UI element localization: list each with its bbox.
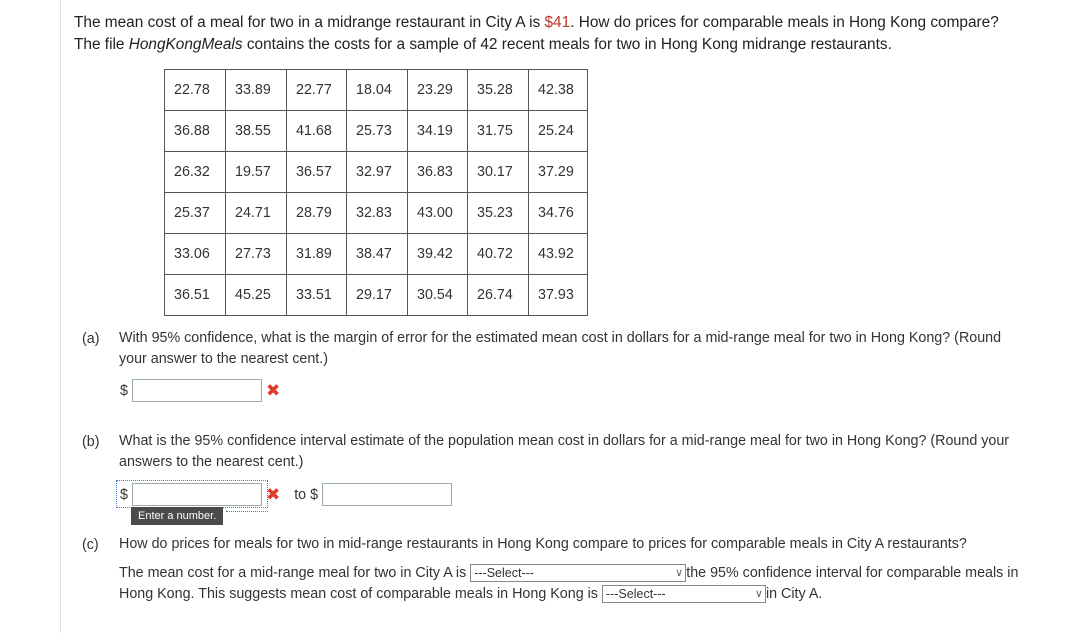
table-cell: 30.54 [408, 275, 468, 316]
table-cell: 40.72 [468, 234, 529, 275]
table-cell: 25.37 [165, 193, 226, 234]
table-cell: 28.79 [287, 193, 347, 234]
dollar-sign-lower: $ [120, 486, 128, 503]
table-cell: 18.04 [347, 70, 408, 111]
table-cell: 23.29 [408, 70, 468, 111]
table-cell: 36.51 [165, 275, 226, 316]
table-cell: 37.29 [529, 152, 588, 193]
table-cell: 45.25 [226, 275, 287, 316]
table-row [165, 152, 588, 193]
table-cell: 24.71 [226, 193, 287, 234]
table-row [165, 234, 588, 275]
table-cell: 30.17 [468, 152, 529, 193]
city-a-mean-cost: $41 [544, 14, 571, 31]
part-c-label: (c) [82, 537, 99, 553]
table-cell: 25.24 [529, 111, 588, 152]
table-cell: 42.38 [529, 70, 588, 111]
table-cell: 36.57 [287, 152, 347, 193]
chevron-down-icon: ∨ [754, 587, 763, 600]
part-b-label: (b) [82, 434, 100, 450]
table-cell: 26.32 [165, 152, 226, 193]
tooltip-connector [226, 511, 268, 512]
table-cell: 34.19 [408, 111, 468, 152]
table-cell: 43.00 [408, 193, 468, 234]
intro-text: The mean cost of a meal for two in a midrange restaurant in City A is [74, 14, 545, 31]
select-2-value: ---Select--- [605, 586, 666, 601]
part-c-s2-text: Hong Kong. This suggests mean cost of comparable meals in Hong Kong is [119, 586, 598, 602]
intro-text-2-end: contains the costs for a sample of 42 recent meals for two in Hong Kong midrange restaurants. [242, 36, 892, 53]
part-c-sentence-2 [119, 584, 1069, 605]
table-cell: 43.92 [529, 234, 588, 275]
table-cell: 36.88 [165, 111, 226, 152]
intro-line-2 [74, 34, 1074, 56]
intro-text-2: The file [74, 36, 129, 53]
problem-intro [74, 12, 1074, 56]
table-cell: 32.83 [347, 193, 408, 234]
table-row [165, 275, 588, 316]
table-cell: 37.93 [529, 275, 588, 316]
part-a-question [119, 328, 1069, 370]
table-row [165, 111, 588, 152]
comparison-select-1[interactable] [470, 564, 686, 582]
table-cell: 35.23 [468, 193, 529, 234]
part-a-text-1: With 95% confidence, what is the margin of error for the estimated mean cost in dollars for a mid-range meal for two in Hong Kong? (Round [119, 330, 1002, 346]
table-cell: 41.68 [287, 111, 347, 152]
part-c-s1-text: The mean cost for a mid-range meal for two in City A is [119, 565, 467, 581]
to-dollar-label: to $ [294, 486, 319, 503]
table-cell: 35.28 [468, 70, 529, 111]
table-cell: 22.77 [287, 70, 347, 111]
part-c-s2-end: in City A. [765, 586, 823, 602]
part-c-sentence-1 [119, 563, 1069, 584]
table-cell: 26.74 [468, 275, 529, 316]
table-row [165, 193, 588, 234]
chevron-down-icon: ∨ [675, 566, 684, 579]
table-cell: 32.97 [347, 152, 408, 193]
part-a-text-2: your answer to the nearest cent.) [119, 351, 329, 367]
table-cell: 27.73 [226, 234, 287, 275]
part-b-text-1: What is the 95% confidence interval estimate of the population mean cost in dollars for a mid-range meal for two in Hong Kong? (Round your [119, 433, 1010, 449]
table-cell: 19.57 [226, 152, 287, 193]
table-cell: 25.73 [347, 111, 408, 152]
table-cell: 38.47 [347, 234, 408, 275]
table-cell: 31.75 [468, 111, 529, 152]
comparison-select-2[interactable] [602, 585, 766, 603]
meal-costs-table [164, 69, 588, 316]
ci-lower-input[interactable] [132, 483, 262, 506]
part-b-answer-row [120, 483, 452, 506]
enter-number-tooltip: Enter a number. [131, 507, 223, 525]
table-cell: 22.78 [165, 70, 226, 111]
part-b-question [119, 431, 1069, 473]
table-cell: 33.89 [226, 70, 287, 111]
intro-text-end: . How do prices for comparable meals in Hong Kong compare? [570, 14, 999, 31]
table-cell: 29.17 [347, 275, 408, 316]
incorrect-x-icon: ✖ [265, 485, 281, 504]
part-c-s1-end: the 95% confidence interval for comparable meals in [686, 565, 1019, 581]
select-1-value: ---Select--- [474, 565, 534, 580]
table-cell: 34.76 [529, 193, 588, 234]
intro-line-1 [74, 12, 1074, 34]
part-a-label: (a) [82, 331, 100, 347]
incorrect-x-icon: ✖ [265, 381, 281, 400]
table-cell: 36.83 [408, 152, 468, 193]
table-cell: 38.55 [226, 111, 287, 152]
part-a-answer-row [120, 379, 280, 402]
table-row [165, 70, 588, 111]
ci-upper-input[interactable] [322, 483, 452, 506]
data-file-name[interactable]: HongKongMeals [128, 36, 243, 53]
table-cell: 33.51 [287, 275, 347, 316]
part-b-text-2: answers to the nearest cent.) [119, 454, 304, 470]
table-cell: 31.89 [287, 234, 347, 275]
part-c-question: How do prices for meals for two in mid-range restaurants in Hong Kong compare to prices for comparable meals in City A restaurants? [119, 536, 967, 552]
margin-of-error-input[interactable] [132, 379, 262, 402]
dollar-sign: $ [120, 382, 128, 399]
table-cell: 33.06 [165, 234, 226, 275]
table-cell: 39.42 [408, 234, 468, 275]
